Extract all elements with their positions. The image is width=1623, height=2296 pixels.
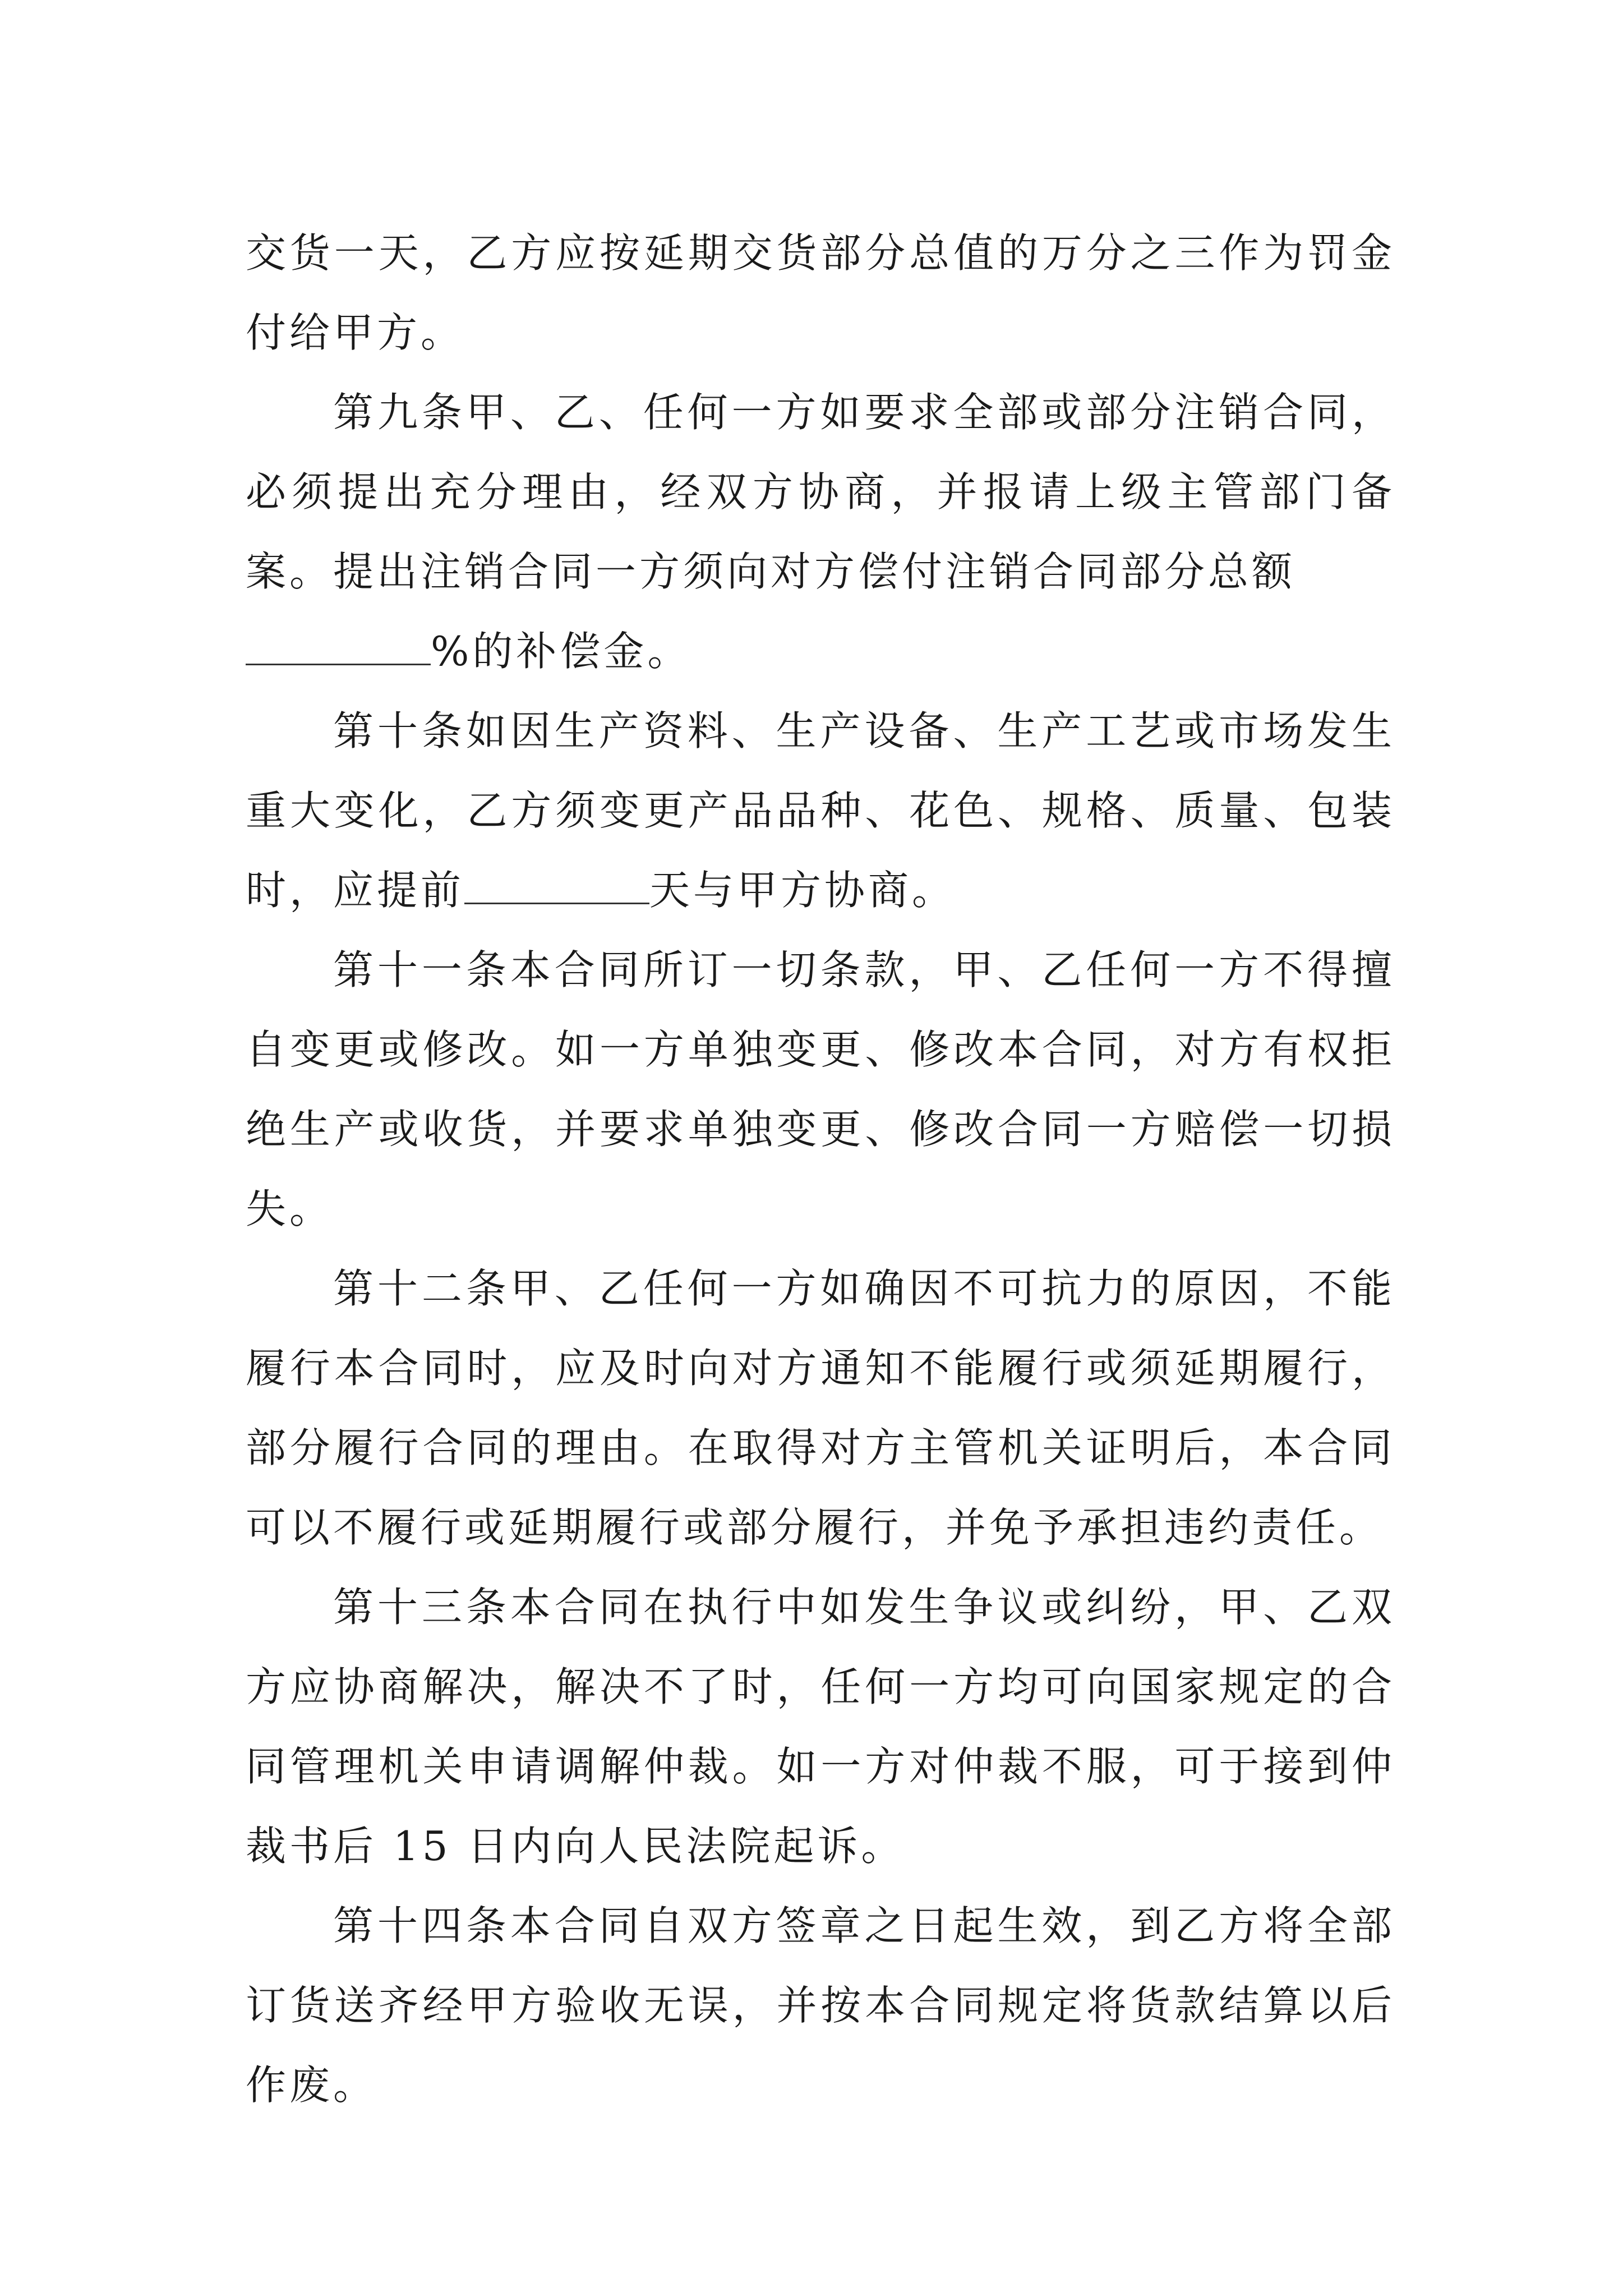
fill-in-blank-days[interactable] (464, 863, 649, 904)
paragraph-article-11 (246, 930, 1395, 1249)
paragraph-carryover (246, 213, 1395, 372)
contract-body (246, 213, 1395, 2125)
paragraph-article-9 (246, 372, 1395, 691)
paragraph-article-10 (246, 691, 1395, 930)
paragraph-text-tail: 天与甲方协商。 (649, 867, 956, 914)
paragraph-text: 第十一条本合同所订一切条款，甲、乙任何一方不得擅自变更或修改。如一方单独变更、修改本合同，对方有权拒绝生产或收货，并要求单独变更、修改合同一方赔偿一切损失。 (246, 946, 1395, 1232)
paragraph-text: 第十条如因生产资料、生产设备、生产工艺或市场发生重大变化，乙方须变更产品品种、花色、规格、质量、包装时，应提前 (246, 707, 1395, 914)
paragraph-text: 第十二条甲、乙任何一方如确因不可抗力的原因，不能履行本合同时，应及时向对方通知不能履行或须延期履行，部分履行合同的理由。在取得对方主管机关证明后，本合同可以不履行或延期履行或部分履行，并免予承担违约责任。 (246, 1265, 1395, 1551)
paragraph-text: 第九条甲、乙、任何一方如要求全部或部分注销合同，必须提出充分理由，经双方协商，并报请上级主管部门备案。提出注销合同一方须向对方偿付注销合同部分总额 (246, 389, 1395, 595)
paragraph-text: 交货一天，乙方应按延期交货部分总值的万分之三作为罚金付给甲方。 (246, 229, 1395, 356)
paragraph-article-14 (246, 1886, 1395, 2125)
paragraph-article-12 (246, 1249, 1395, 1567)
paragraph-text-tail: %的补偿金。 (431, 628, 691, 675)
paragraph-text: 第十三条本合同在执行中如发生争议或纠纷，甲、乙双方应协商解决，解决不了时，任何一方均可向国家规定的合同管理机关申请调解仲裁。如一方对仲裁不服，可于接到仲裁书后 15 日内向人民法院起诉。 (246, 1584, 1395, 1870)
paragraph-text: 第十四条本合同自双方签章之日起生效，到乙方将全部订货送齐经甲方验收无误，并按本合同规定将货款结算以后作废。 (246, 1902, 1395, 2109)
paragraph-article-13 (246, 1567, 1395, 1886)
fill-in-blank-percentage[interactable] (246, 624, 431, 665)
